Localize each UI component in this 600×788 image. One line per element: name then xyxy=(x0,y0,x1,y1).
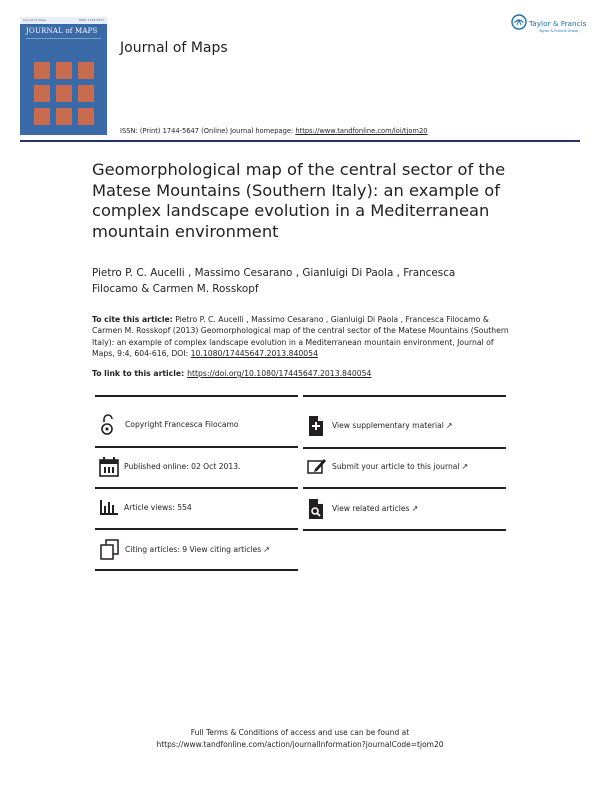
related-label xyxy=(332,504,418,513)
card-divider xyxy=(303,487,506,489)
journal-cover-image xyxy=(20,17,107,135)
citing-label xyxy=(125,545,270,554)
document-search-icon xyxy=(307,498,329,520)
supplementary-text: View supplementary material xyxy=(332,421,444,430)
journal-information-link[interactable]: https://www.tandfonline.com/action/journalInformation?journalCode=tjom20 xyxy=(156,739,444,749)
cover-tile xyxy=(56,85,72,102)
article-views-text: Article views: 554 xyxy=(124,503,192,512)
card-divider xyxy=(95,487,298,489)
doi-link[interactable]: 10.1080/17445647.2013.840054 xyxy=(190,349,318,359)
issn-line xyxy=(120,127,428,135)
copy-documents-icon xyxy=(99,539,121,561)
publisher-name: Taylor & Francis xyxy=(529,19,587,28)
cover-tile xyxy=(34,85,50,102)
submit-text: Submit your article to this journal xyxy=(332,462,460,471)
citing-text: Citing articles: 9 View citing articles xyxy=(125,545,262,554)
published-card xyxy=(99,452,298,486)
authors-line: Pietro P. C. Aucelli , Massimo Cesarano , Gianluigi Di Paola , Francesca xyxy=(92,267,456,279)
cover-title: JOURNAL of MAPS xyxy=(26,27,98,35)
external-link-icon: ↗ xyxy=(461,462,469,471)
cover-tile xyxy=(78,85,94,102)
issn-text: ISSN: (Print) 1744-5647 (Online) Journal homepage: xyxy=(120,127,296,135)
external-link-icon: ↗ xyxy=(263,545,270,554)
supplementary-card[interactable] xyxy=(307,411,506,445)
cover-tile xyxy=(78,62,94,79)
submit-article-card[interactable] xyxy=(307,452,506,486)
article-authors xyxy=(92,266,512,297)
article-title: Geomorphological map of the central sector of the Matese Mountains (Southern Italy): an example of complex landscape evolution in a Mediterranean mountain environment xyxy=(92,160,506,241)
submit-label xyxy=(332,462,468,471)
cover-tile xyxy=(34,62,50,79)
cover-divider xyxy=(26,38,101,39)
citation-block xyxy=(92,314,512,360)
header-divider xyxy=(20,140,580,142)
publisher-subname: Taylor & Francis Group xyxy=(539,29,579,33)
lock-open-icon xyxy=(99,414,121,436)
related-articles-card[interactable] xyxy=(307,494,506,528)
cite-label: To cite this article: xyxy=(92,315,173,324)
bar-chart-icon xyxy=(99,497,121,519)
authors-line: Filocamo & Carmen M. Rosskopf xyxy=(92,282,259,295)
cover-tile xyxy=(78,108,94,125)
terms-footer xyxy=(0,727,600,750)
cite-text: Pietro P. C. Aucelli , Massimo Cesarano , Gianluigi Di Paola , Francesca Filocamo & Carmen M. Rosskopf (2013) Geomorphological map of the central sector of the Matese Mountains (Southern Italy): an example of complex landscape evolution in a Mediterranean mountain environment, Journal of Maps, 9:4, 604-616, DOI: xyxy=(92,315,509,359)
cover-strip-right-text: ISSN: 1744-5647 xyxy=(78,18,104,22)
article-views-card xyxy=(99,493,298,527)
cover-strip-left-text: Journal of Maps xyxy=(23,18,47,22)
cover-tile xyxy=(56,62,72,79)
card-divider xyxy=(95,569,298,571)
link-label: To link to this article: xyxy=(92,369,185,378)
card-divider xyxy=(95,395,298,397)
published-date-text: Published online: 02 Oct 2013. xyxy=(124,462,241,471)
supplementary-label xyxy=(332,421,453,430)
article-link-block xyxy=(92,368,512,379)
external-link-icon: ↗ xyxy=(445,421,453,430)
journal-homepage-link[interactable]: https://www.tandfonline.com/loi/tjom20 xyxy=(295,127,428,135)
article-doi-url-link[interactable]: https://doi.org/10.1080/17445647.2013.840054 xyxy=(187,369,372,378)
card-divider xyxy=(303,529,506,531)
copyright-card xyxy=(99,410,298,444)
copyright-text: Copyright Francesca Filocamo xyxy=(125,420,239,429)
external-link-icon: ↗ xyxy=(411,504,419,513)
card-divider xyxy=(95,446,298,448)
footer-line: Full Terms & Conditions of access and use can be found at xyxy=(190,728,410,737)
calendar-icon xyxy=(99,456,121,478)
card-divider xyxy=(303,447,506,449)
taylor-francis-logo-icon[interactable] xyxy=(511,14,527,30)
citing-articles-card[interactable] xyxy=(99,535,298,569)
cover-tile xyxy=(56,108,72,125)
journal-name-link[interactable]: Journal of Maps xyxy=(120,40,228,56)
related-text: View related articles xyxy=(332,504,410,513)
cover-top-strip xyxy=(20,17,107,24)
card-divider xyxy=(95,528,298,530)
document-plus-icon xyxy=(307,415,329,437)
cover-tile xyxy=(34,108,50,125)
edit-pen-icon xyxy=(307,456,329,478)
card-divider xyxy=(303,395,506,397)
